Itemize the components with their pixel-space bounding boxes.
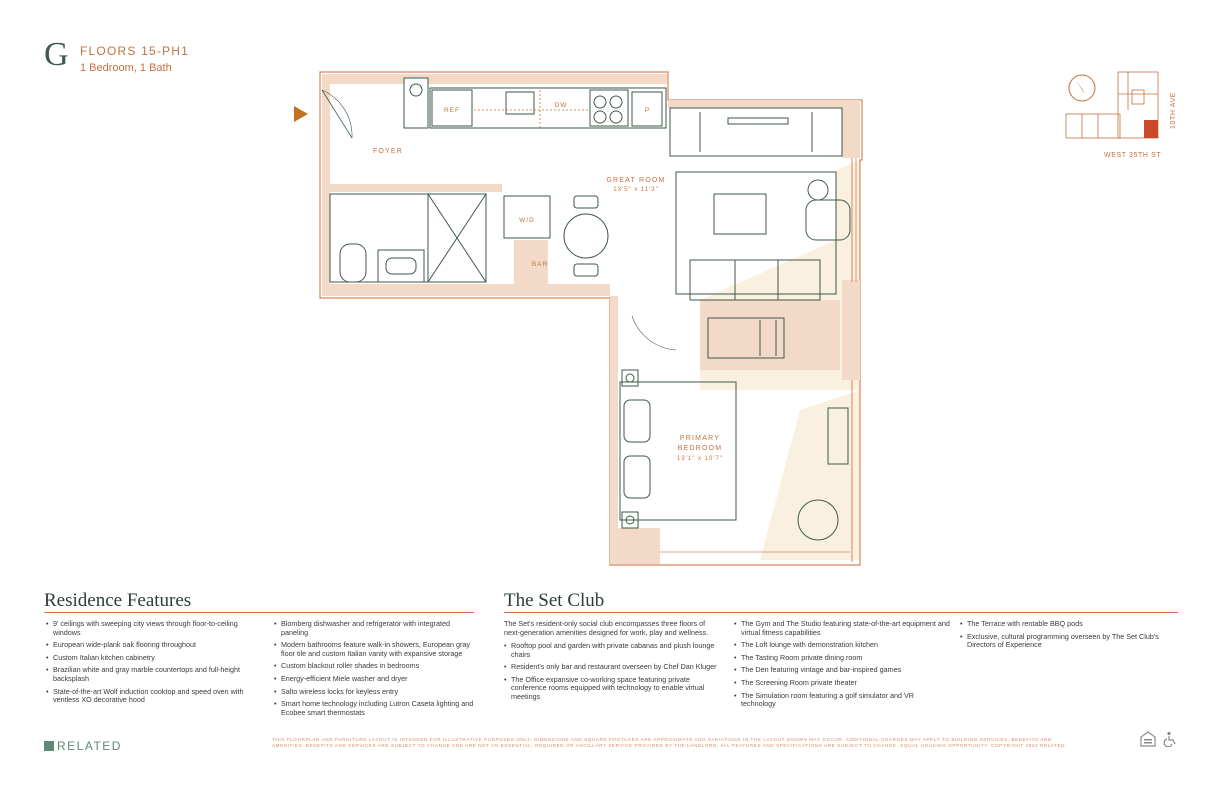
unit-letter: G <box>44 36 69 73</box>
list-item: • Smart home technology including Lutron Caseta lighting and Ecobee smart thermostats <box>274 700 474 717</box>
disclaimer: THIS FLOORPLAN AND FURNITURE LAYOUT IS INTENDED FOR ILLUSTRATIVE PURPOSES ONLY. DIMENSIONS AND SQUARE FOOTAGES ARE APPROXIMATE AND VARIATIONS IN THE LAYOUT SHOWN MAY OCCUR. ADDITIONAL CHARGES MAY APPLY TO BUILDING SERVICES. BENEFITS AND AMENITIES. BENEFITS AND SERVICES ARE SUBJECT TO CHANGE AND ARE NOT AN ESSENTIAL, REQUIRED OR ANCILLARY SERVICE PROVIDED BY THE LANDLORD. ALL FEATURES AND SPECIFICATIONS ARE SUBJECT TO CHANGE. EQUAL HOUSING OPPORTUNITY. COPYRIGHT 2022 RELATED. <box>272 737 1067 748</box>
wall-left-bedroom <box>610 296 618 564</box>
floor-plan <box>280 60 880 580</box>
set-club-intro: The Set's resident-only social club encompasses three floors of next-generation amenities designed for work, play and wellness. <box>504 619 709 637</box>
list-item: • Energy-efficient Miele washer and dryer <box>274 675 474 684</box>
list-item: • State-of-the-art Wolf induction cooktop and speed oven with ventless XO decorative hood <box>46 688 256 705</box>
accessibility-icon <box>1162 731 1178 747</box>
avenue-label: 10TH AVE <box>1170 92 1177 129</box>
list-item: • Blomberg dishwasher and refrigerator with integrated paneling <box>274 620 474 637</box>
residence-list-1 <box>46 620 256 709</box>
wall-bottom-bath <box>322 284 610 296</box>
wall-top <box>322 74 667 84</box>
bedroom-label-2: BEDROOM <box>677 445 723 452</box>
wall-closet-block <box>700 300 840 370</box>
wall-foyer-bath <box>322 184 502 192</box>
bathroom <box>330 194 486 282</box>
list-item: • Custom blackout roller shades in bedrooms <box>274 662 474 671</box>
street-label: WEST 35TH ST <box>1104 152 1162 159</box>
related-logo <box>44 739 122 753</box>
pantry-label: P <box>644 107 650 114</box>
list-item: • Exclusive, cultural programming overseen by The Set Club's Directors of Experience <box>960 633 1170 650</box>
storage-cabinets <box>670 108 842 156</box>
set-club-list-2 <box>734 620 950 713</box>
key-plan <box>1062 70 1166 142</box>
list-item: • The Tasting Room private dining room <box>734 654 950 663</box>
bedroom-door-swing <box>632 316 676 350</box>
entry-arrow-icon <box>294 106 308 122</box>
residence-list-2 <box>274 620 474 721</box>
list-item: • The Terrace with rentable BBQ pods <box>960 620 1170 629</box>
set-club-rule <box>504 612 1178 613</box>
list-item: • The Screening Room private theater <box>734 679 950 688</box>
residence-features-title: Residence Features <box>44 590 192 611</box>
list-item: • 9' ceilings with sweeping city views through floor-to-ceiling windows <box>46 620 256 637</box>
logo-mark-icon <box>44 741 54 751</box>
list-item: • Modern bathrooms feature walk-in showers, European gray floor tile and custom Italian vanity with expansive storage <box>274 641 474 658</box>
list-item: • Resident's only bar and restaurant overseen by Chef Dan Kluger <box>504 663 722 672</box>
list-item: • The Simulation room featuring a golf simulator and VR technology <box>734 692 950 709</box>
ref-label: REF <box>444 107 460 114</box>
unit-layout: 1 Bedroom, 1 Bath <box>80 62 172 74</box>
list-item: • European wide-plank oak flooring throughout <box>46 641 256 650</box>
bedroom-label-1: PRIMARY <box>679 435 721 442</box>
wall-corner <box>610 528 660 564</box>
set-club-title: The Set Club <box>504 590 605 611</box>
wd-label: W/D <box>519 217 535 224</box>
list-item: • Custom Italian kitchen cabinetry <box>46 654 256 663</box>
wall-column-top <box>842 108 860 158</box>
foyer-label: FOYER <box>372 148 404 155</box>
bedroom-dims: 13'1" x 10'7" <box>677 456 723 462</box>
equal-housing-icon <box>1140 731 1156 747</box>
list-item: • The Den featuring vintage and bar-inspired games <box>734 666 950 675</box>
logo-text: RELATED <box>57 739 122 753</box>
wall-top-great <box>668 100 860 108</box>
list-item: • The Loft lounge with demonstration kitchen <box>734 641 950 650</box>
list-item: • Salto wireless locks for keyless entry <box>274 688 474 697</box>
list-item: • The Office expansive co-working space featuring private conference rooms equipped with technology to enable virtual meetings <box>504 676 722 702</box>
dw-label: DW <box>554 102 568 109</box>
great-room-label: GREAT ROOM <box>606 177 666 184</box>
wall-column-mid <box>842 280 860 380</box>
great-room-dims: 13'5" x 11'3" <box>613 187 659 193</box>
compass-icon <box>1069 75 1095 101</box>
list-item: • Rooftop pool and garden with private cabanas and plush lounge chairs <box>504 642 722 659</box>
list-item: • The Gym and The Studio featuring state-of-the-art equipment and virtual fitness capabilities <box>734 620 950 637</box>
bar-label: BAR <box>531 261 549 268</box>
list-item: • Brazilian white and gray marble countertops and full-height backsplash <box>46 666 256 683</box>
residence-rule <box>44 612 474 613</box>
set-club-list-1 <box>504 642 722 706</box>
window-light-bedroom <box>760 390 860 560</box>
kitchen-counter <box>404 78 666 128</box>
set-club-list-3 <box>960 620 1170 654</box>
unit-floors: FLOORS 15-PH1 <box>80 44 189 58</box>
